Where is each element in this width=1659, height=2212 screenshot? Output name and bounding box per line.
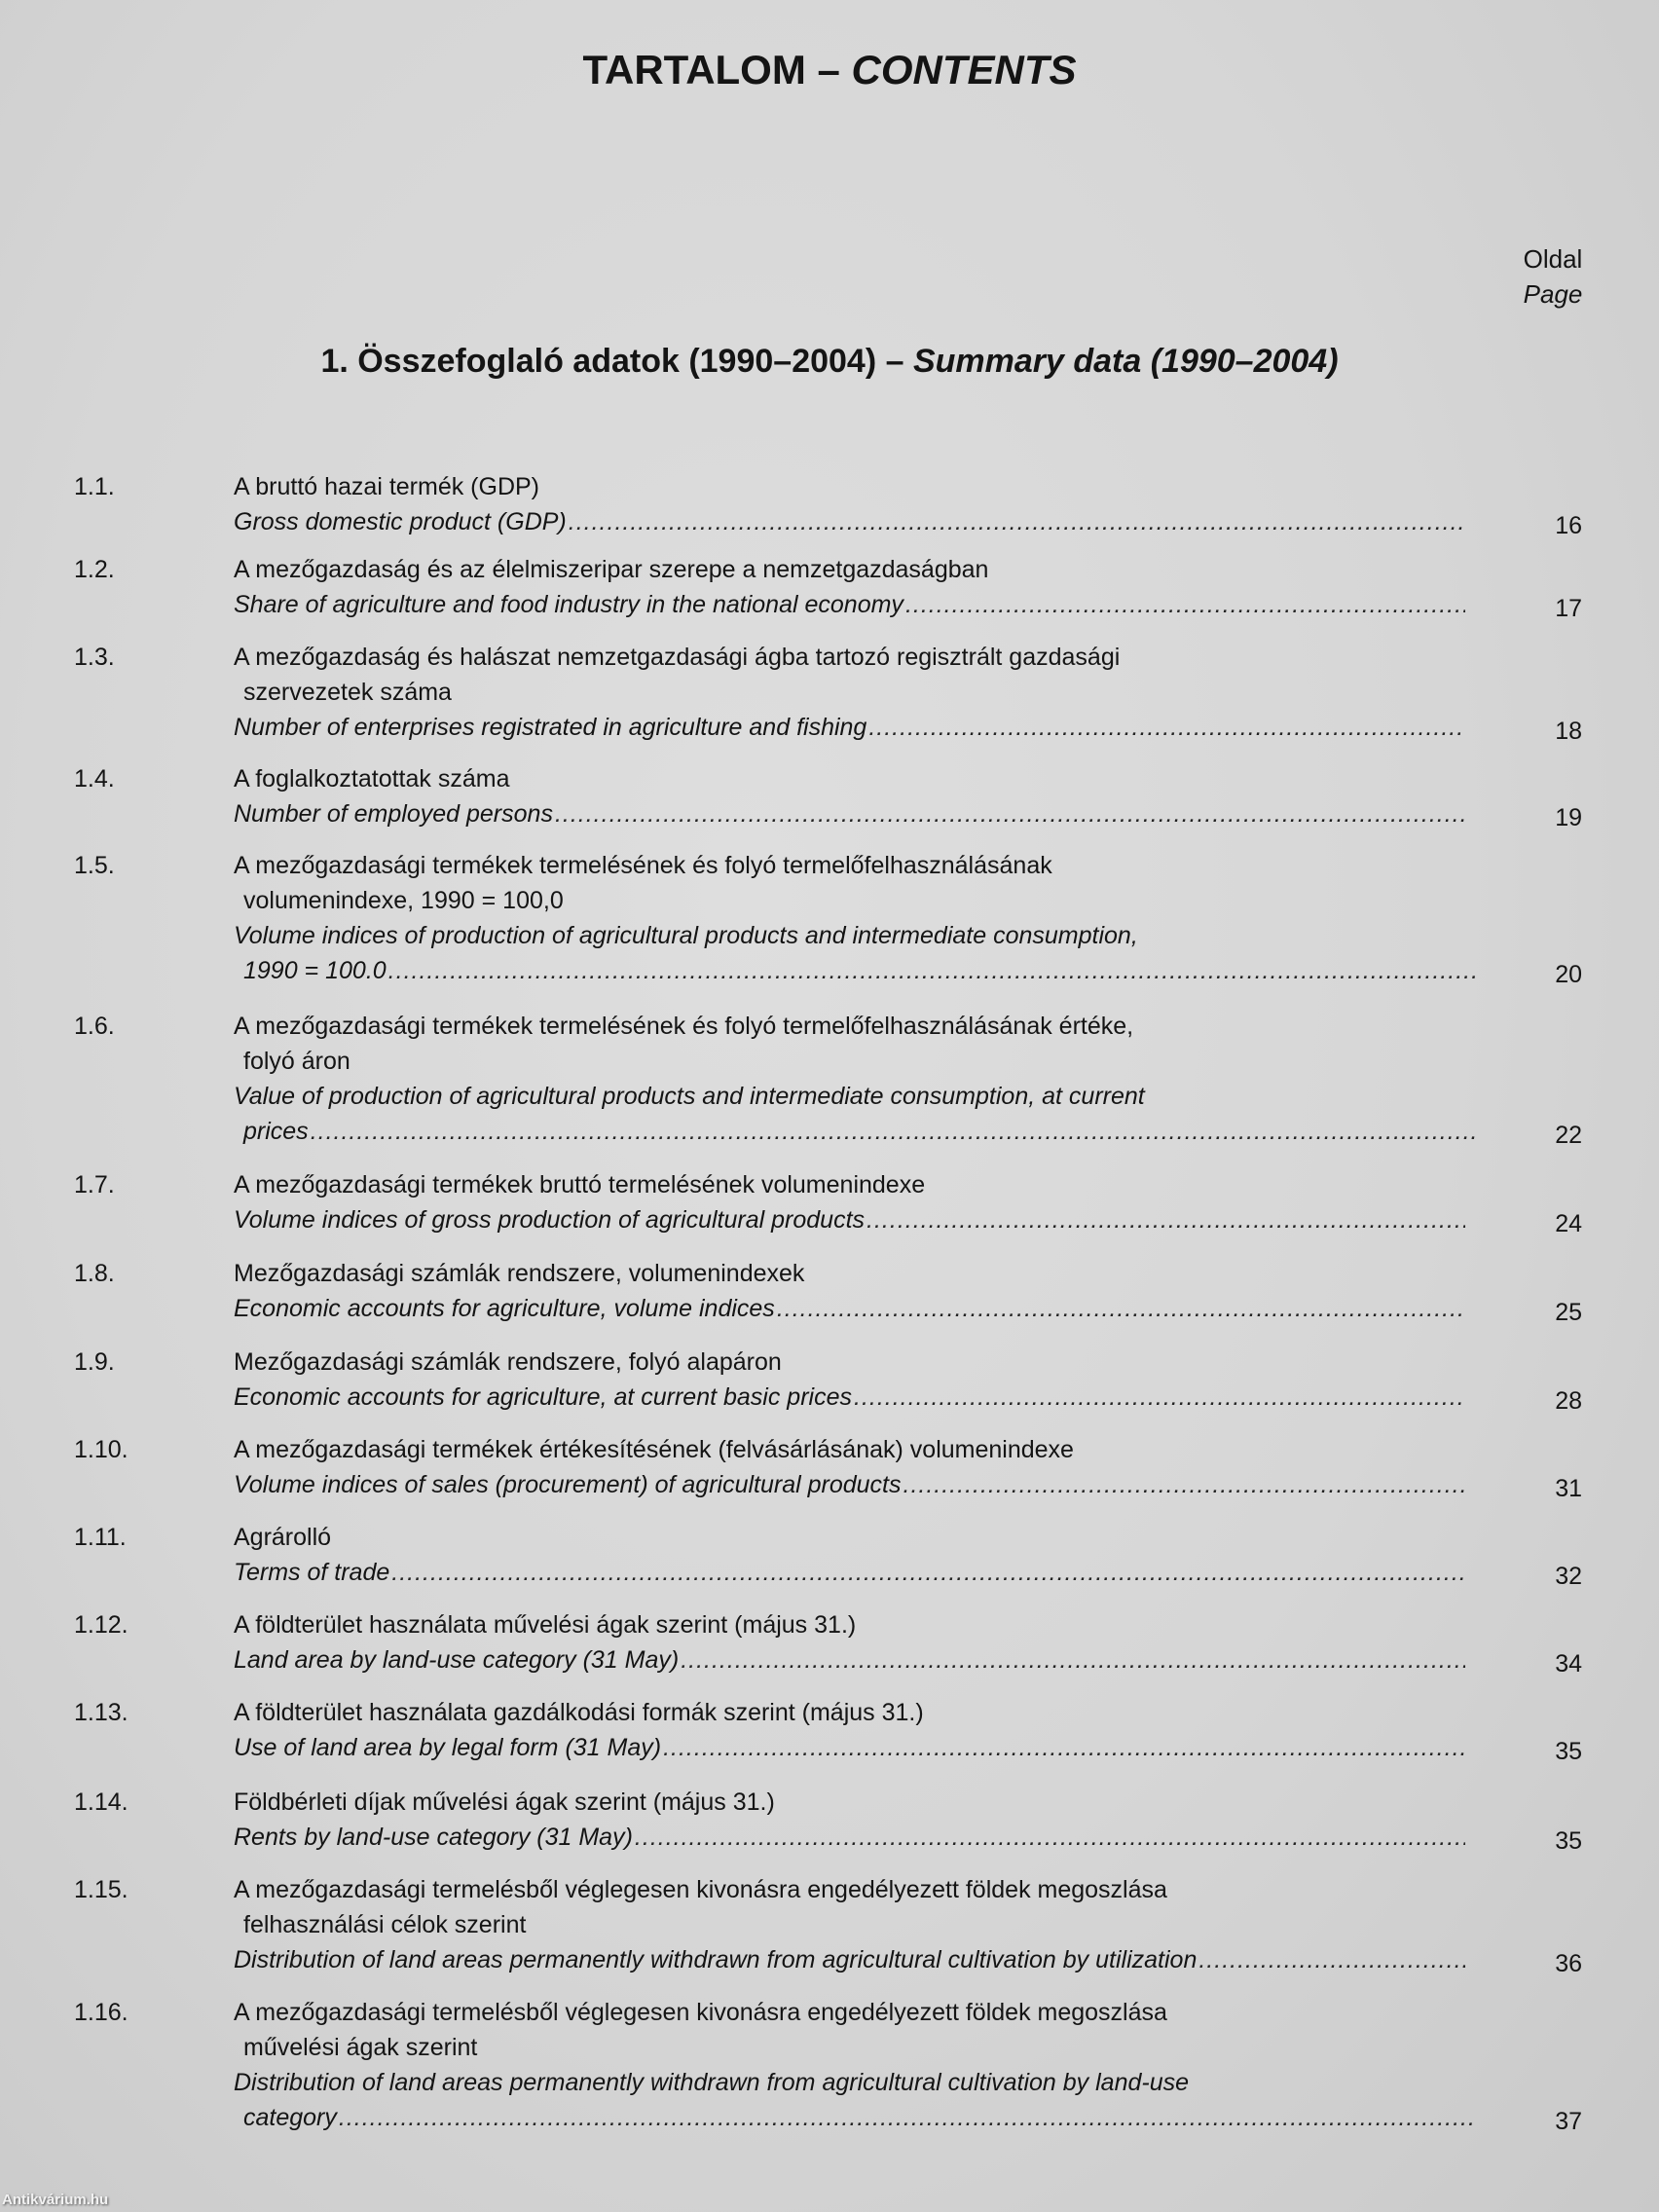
toc-entry-title-hu: Agrárolló [234, 1524, 332, 1551]
toc-entry-title-en: Value of production of agricultural products and intermediate consumption, at current [234, 1083, 1145, 1110]
dot-leader [311, 1114, 1475, 1149]
toc-entry-title-en: Distribution of land areas permanently withdrawn from agricultural cultivation by land-use [234, 2069, 1190, 2096]
toc-entry-body [234, 1695, 1470, 1765]
toc-entry-title-en: Share of agriculture and food industry in the national economy [234, 591, 903, 618]
dot-leader [339, 2100, 1475, 2135]
toc-entry-number: 1.15. [74, 1876, 129, 1903]
toc-entry-title-en-leader [234, 1202, 1465, 1237]
toc-entry-body [234, 1520, 1470, 1590]
toc-entry-number: 1.10. [74, 1436, 129, 1463]
toc-entry-title-en-leader [234, 1467, 1465, 1502]
toc-entry-title-en: Number of enterprises registrated in agriculture and fishing [234, 714, 867, 741]
toc-entry-title-en: Rents by land-use category (31 May) [234, 1824, 633, 1851]
toc-entry-title-hu: szervezetek száma [243, 679, 452, 706]
toc-entry-number: 1.6. [74, 1013, 115, 1040]
toc-entry-title-en-leader [234, 1114, 1475, 1149]
toc-entry-page-number[interactable]: 19 [1555, 804, 1582, 831]
toc-entry-title-en-leader [234, 587, 1465, 622]
dot-leader [569, 504, 1465, 539]
toc-entry-number: 1.4. [74, 765, 115, 793]
toc-entry-title-hu: A mezőgazdasági termékek értékesítésének (felvásárlásának) volumenindexe [234, 1436, 1074, 1463]
watermark: Antikvárium.hu [2, 2192, 109, 2208]
toc-entry-title-hu: volumenindexe, 1990 = 100,0 [243, 887, 564, 914]
toc-entry-page-number[interactable]: 22 [1555, 1122, 1582, 1149]
toc-entry-page-number[interactable]: 32 [1555, 1563, 1582, 1590]
toc-entry-title-hu: felhasználási célok szerint [243, 1911, 527, 1938]
toc-entry-title-en-leader [234, 1555, 1465, 1590]
toc-entry-title-hu: A mezőgazdasági termékek termelésének és folyó termelőfelhasználásának értéke, [234, 1013, 1134, 1040]
toc-entry-number: 1.1. [74, 473, 115, 500]
toc-entry-body [234, 1785, 1470, 1855]
toc-entry-title-en: Gross domestic product (GDP) [234, 508, 567, 535]
toc-entry-title-hu: Mezőgazdasági számlák rendszere, folyó alapáron [234, 1348, 782, 1376]
toc-entry-title-hu: Földbérleti díjak művelési ágak szerint (május 31.) [234, 1788, 775, 1816]
toc-entry-number: 1.3. [74, 644, 115, 671]
page-title [0, 47, 1659, 93]
toc-entry-page-number[interactable]: 31 [1555, 1475, 1582, 1502]
toc-entry-title-hu: A bruttó hazai termék (GDP) [234, 473, 540, 500]
toc-entry-title-hu: A foglalkoztatottak száma [234, 765, 510, 793]
toc-entry-body [234, 1872, 1470, 1977]
toc-entry-title-en: Economic accounts for agriculture, at current basic prices [234, 1383, 852, 1411]
toc-entry-number: 1.16. [74, 1999, 129, 2026]
dot-leader [663, 1730, 1465, 1765]
toc-entry-number: 1.14. [74, 1788, 129, 1816]
dot-leader [903, 1467, 1466, 1502]
toc-entry-body [234, 552, 1470, 622]
dot-leader [391, 1555, 1465, 1590]
toc-entry-page-number[interactable]: 34 [1555, 1650, 1582, 1677]
toc-entry-page-number[interactable]: 25 [1555, 1299, 1582, 1326]
dot-leader [555, 796, 1465, 831]
toc-entry-title-en-leader [234, 1820, 1465, 1855]
toc-entry-body [234, 848, 1470, 988]
toc-entry-title-hu: A mezőgazdasági termékek bruttó termelésének volumenindexe [234, 1171, 926, 1198]
toc-entry-title-en: Terms of trade [234, 1559, 390, 1586]
dot-leader [905, 587, 1465, 622]
toc-entry-title-hu: A mezőgazdasági termékek termelésének és folyó termelőfelhasználásának [234, 852, 1052, 879]
toc-entry-title-en: Volume indices of production of agricultural products and intermediate consumption, [234, 922, 1138, 949]
toc-entry-title-en: prices [243, 1118, 309, 1145]
toc-entry-page-number[interactable]: 17 [1555, 595, 1582, 622]
toc-entry-number: 1.13. [74, 1699, 129, 1726]
toc-entry-title-en: Distribution of land areas permanently withdrawn from agricultural cultivation by utilization [234, 1946, 1198, 1973]
toc-entry-title-en-leader [234, 1730, 1465, 1765]
toc-entry-title-en: Economic accounts for agriculture, volume indices [234, 1295, 775, 1322]
toc-entry-body [234, 1345, 1470, 1415]
dot-leader [777, 1291, 1465, 1326]
toc-entry-title-en-leader [234, 710, 1465, 745]
dot-leader [635, 1820, 1465, 1855]
toc-entry-page-number[interactable]: 35 [1555, 1738, 1582, 1765]
toc-entry-title-hu: A földterület használata művelési ágak szerint (május 31.) [234, 1611, 857, 1639]
toc-entry-page-number[interactable]: 16 [1555, 512, 1582, 539]
toc-entry-title-hu: A mezőgazdaság és az élelmiszeripar szerepe a nemzetgazdaságban [234, 556, 989, 583]
section-heading [0, 343, 1659, 381]
toc-entry-title-hu: folyó áron [243, 1048, 350, 1075]
toc-entry-title-en-leader [234, 1380, 1465, 1415]
toc-entry-body [234, 1009, 1470, 1149]
toc-entry-body [234, 1256, 1470, 1326]
toc-entry-body [234, 469, 1470, 539]
toc-entry-title-hu: A földterület használata gazdálkodási formák szerint (május 31.) [234, 1699, 924, 1726]
dot-leader [388, 953, 1475, 988]
page-column-label-en: Page [1523, 279, 1583, 309]
toc-entry-page-number[interactable]: 28 [1555, 1387, 1582, 1415]
toc-entry-title-en: Volume indices of sales (procurement) of agricultural products [234, 1471, 902, 1498]
page-title-hu: TARTALOM – [582, 47, 852, 92]
toc-entry-title-hu: A mezőgazdaság és halászat nemzetgazdasági ágba tartozó regisztrált gazdasági [234, 644, 1121, 671]
toc-entry-number: 1.11. [74, 1524, 127, 1551]
toc-entry-number: 1.5. [74, 852, 115, 879]
toc-entry-page-number[interactable]: 36 [1555, 1950, 1582, 1977]
toc-entry-body [234, 1432, 1470, 1502]
toc-entry-title-en-leader [234, 1291, 1465, 1326]
toc-entry-title-hu: Mezőgazdasági számlák rendszere, volumenindexek [234, 1260, 805, 1287]
toc-entry-title-en: Number of employed persons [234, 800, 553, 828]
toc-entry-page-number[interactable]: 35 [1555, 1827, 1582, 1855]
toc-entry-title-hu: művelési ágak szerint [243, 2034, 478, 2061]
toc-entry-number: 1.7. [74, 1171, 115, 1198]
toc-entry-title-en-leader [234, 1942, 1465, 1977]
dot-leader [866, 1202, 1465, 1237]
toc-entry-title-en: category [243, 2104, 337, 2131]
toc-entry-title-en: Volume indices of gross production of agricultural products [234, 1206, 866, 1234]
dot-leader [681, 1642, 1465, 1677]
toc-entry-page-number[interactable]: 18 [1555, 718, 1582, 745]
page-column-header [1514, 241, 1592, 312]
toc-entry-title-en-leader [234, 504, 1465, 539]
toc-entry-body [234, 640, 1470, 745]
page-column-label-hu: Oldal [1523, 244, 1583, 274]
dot-leader [868, 710, 1465, 745]
toc-entry-page-number[interactable]: 37 [1555, 2108, 1582, 2135]
toc-entry-title-en: 1990 = 100.0 [243, 957, 387, 984]
section-heading-hu: 1. Összefoglaló adatok (1990–2004) – [320, 343, 913, 380]
page-title-en: CONTENTS [851, 47, 1077, 92]
toc-entry-title-hu: A mezőgazdasági termelésből véglegesen kivonásra engedélyezett földek megoszlása [234, 1999, 1167, 2026]
dot-leader [1198, 1942, 1465, 1977]
toc-entry-body [234, 761, 1470, 831]
toc-entry-body [234, 1995, 1470, 2135]
toc-entry-body [234, 1607, 1470, 1677]
toc-entry-number: 1.12. [74, 1611, 129, 1639]
section-heading-en: Summary data (1990–2004) [912, 343, 1339, 380]
toc-entry-title-hu: A mezőgazdasági termelésből véglegesen kivonásra engedélyezett földek megoszlása [234, 1876, 1167, 1903]
dot-leader [854, 1380, 1465, 1415]
toc-entry-page-number[interactable]: 24 [1555, 1210, 1582, 1237]
toc-entry-body [234, 1167, 1470, 1237]
toc-entry-title-en: Land area by land-use category (31 May) [234, 1646, 680, 1674]
toc-entry-number: 1.9. [74, 1348, 115, 1376]
toc-entry-page-number[interactable]: 20 [1555, 961, 1582, 988]
toc-entry-title-en: Use of land area by legal form (31 May) [234, 1734, 662, 1761]
toc-entry-number: 1.2. [74, 556, 115, 583]
toc-entry-title-en-leader [234, 1642, 1465, 1677]
toc-entry-number: 1.8. [74, 1260, 115, 1287]
toc-entry-title-en-leader [234, 2100, 1475, 2135]
toc-entry-title-en-leader [234, 796, 1465, 831]
toc-entry-title-en-leader [234, 953, 1475, 988]
